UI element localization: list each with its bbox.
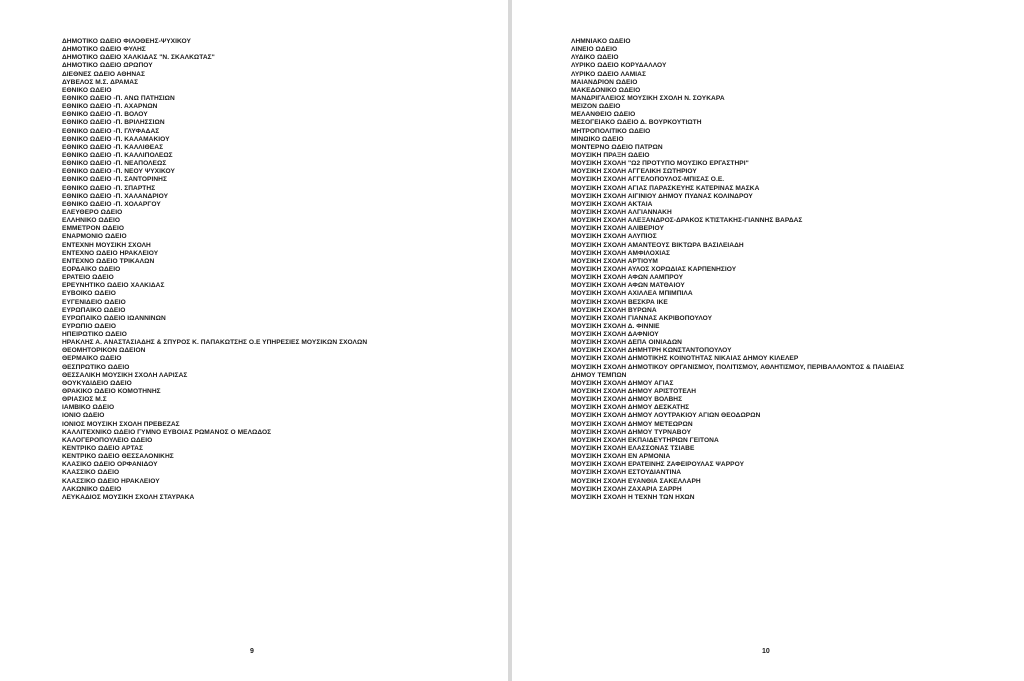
list-item: ΕΥΡΩΠΑΪΚΟ ΩΔΕΙΟ [62,306,126,314]
list-item: ΜΟΥΣΙΚΗ ΣΧΟΛΗ ΑΓΓΕΛΙΚΗ ΣΩΤΗΡΙΟΥ [571,168,697,176]
list-item: ΘΡΙΑΣΙΟΣ Μ.Σ [62,396,107,404]
list-item: ΛΑΚΩΝΙΚΟ ΩΔΕΙΟ [62,485,122,493]
list-item: ΜΕΣΟΓΕΙΑΚΟ ΩΔΕΙΟ Δ. ΒΟΥΡΚΟΥΤΙΩΤΗ [571,119,702,127]
list-item: ΕΘΝΙΚΟ ΩΔΕΙΟ -Π. ΧΟΛΑΡΓΟΥ [62,200,161,208]
list-item: ΜΟΥΣΙΚΗ ΣΧΟΛΗ ΒΥΡΩΝΑ [571,306,657,314]
list-item: ΚΕΝΤΡΙΚΟ ΩΔΕΙΟ ΑΡΤΑΣ [62,445,143,453]
list-item: ΛΥΡΙΚΟ ΩΔΕΙΟ ΛΑΜΙΑΣ [571,70,646,78]
page-left [0,0,508,681]
entry-list [62,38,502,502]
list-item: ΕΘΝΙΚΟ ΩΔΕΙΟ -Π. ΚΑΛΛΙΘΕΑΣ [62,143,164,151]
list-item: ΕΘΝΙΚΟ ΩΔΕΙΟ [62,86,112,94]
list-item: ΜΑΝΔΡΙΓΑΛΕΙΟΣ ΜΟΥΣΙΚΗ ΣΧΟΛΗ Ν. ΣΟΥΚΑΡΑ [571,94,725,102]
list-item: ΕΘΝΙΚΟ ΩΔΕΙΟ -Π. ΝΕΑΠΟΛΕΩΣ [62,160,167,168]
list-item: ΕΛΕΥΘΕΡΟ ΩΔΕΙΟ [62,208,123,216]
list-item: ΜΟΥΣΙΚΗ ΣΧΟΛΗ ΑΥΛΟΣ ΧΟΡΩΔΙΑΣ ΚΑΡΠΕΝΗΣΙΟΥ [571,265,737,273]
list-item: ΛΗΜΝΙΑΚΟ ΩΔΕΙΟ [571,38,631,45]
list-item: ΜΟΥΣΙΚΗ ΣΧΟΛΗ ΕΥΑΝΘΙΑ ΣΑΚΕΛΛΑΡΗ [571,477,701,485]
list-item: ΕΘΝΙΚΟ ΩΔΕΙΟ -Π. ΑΧΑΡΝΩΝ [62,103,158,111]
list-item: ΜΕΙΖΟΝ ΩΔΕΙΟ [571,103,621,111]
list-item: ΘΕΟΜΗΤΟΡΙΚΟΝ ΩΔΕΙΟΝ [62,347,146,355]
list-item: ΜΟΥΣΙΚΗ ΣΧΟΛΗ ΔΗΜΟΥ ΜΕΤΕΩΡΩΝ [571,420,693,428]
list-item: ΕΡΑΤΕΙΟ ΩΔΕΙΟ [62,274,114,282]
list-item: ΘΕΡΜΑΪΚΟ ΩΔΕΙΟ [62,355,122,363]
page-number: 10 [762,648,770,655]
list-item: ΜΟΥΣΙΚΗ ΣΧΟΛΗ ΔΗΜΟΥ ΑΡΙΣΤΟΤΕΛΗ [571,388,697,396]
list-item: ΜΟΥΣΙΚΗ ΣΧΟΛΗ ΑΓΙΑΣ ΠΑΡΑΣΚΕΥΗΣ ΚΑΤΕΡΙΝΑΣ ΜΑΣΚΑ [571,184,760,192]
list-item: ΜΟΥΣΙΚΗ ΣΧΟΛΗ ΔΗΜΟΥ ΑΓΙΑΣ [571,379,674,387]
list-item: ΜΟΥΣΙΚΗ ΣΧΟΛΗ ΑΚΤΑΙΑ [571,200,653,208]
list-item: ΙΑΜΒΙΚΟ ΩΔΕΙΟ [62,404,115,412]
page-right [512,0,1024,681]
list-item: ΛΥΡΙΚΟ ΩΔΕΙΟ ΚΟΡΥΔΑΛΛΟΥ [571,62,667,70]
list-item: ΘΟΥΚΥΔΙΔΕΙΟ ΩΔΕΙΟ [62,379,132,387]
list-item: ΚΕΝΤΡΙΚΟ ΩΔΕΙΟ ΘΕΣΣΑΛΟΝΙΚΗΣ [62,453,174,461]
list-item: ΜΟΥΣΙΚΗ ΣΧΟΛΗ ΔΗΜΟΤΙΚΗΣ ΚΟΙΝΟΤΗΤΑΣ ΝΙΚΑΙΑΣ ΔΗΜΟΥ ΚΙΛΕΛΕΡ [571,355,799,363]
list-item: ΜΕΛΑΝΘΕΙΟ ΩΔΕΙΟ [571,111,636,119]
list-item: ΔΗΜΟΤΙΚΟ ΩΔΕΙΟ ΩΡΩΠΟΥ [62,62,153,70]
list-item: ΜΟΥΣΙΚΗ ΣΧΟΛΗ ΑΛΥΠΙΟΣ [571,233,657,241]
list-item: ΜΟΥΣΙΚΗ ΣΧΟΛΗ ΑΧΙΛΛΕΑ ΜΠΙΜΠΙΛΑ [571,290,693,298]
list-item: ΔΗΜΟΤΙΚΟ ΩΔΕΙΟ ΦΥΛΗΣ [62,46,146,54]
list-item: ΕΥΡΩΠΑΪΚΟ ΩΔΕΙΟ ΙΩΑΝΝΙΝΩΝ [62,314,166,322]
list-item: ΕΘΝΙΚΟ ΩΔΕΙΟ -Π. ΣΑΝΤΟΡΙΝΗΣ [62,176,167,184]
list-item: ΗΡΑΚΛΗΣ Α. ΑΝΑΣΤΑΣΙΑΔΗΣ & ΣΠΥΡΟΣ Κ. ΠΑΠΑΚΩΤΣΗΣ Ο.Ε ΥΠΗΡΕΣΙΕΣ ΜΟΥΣΙΚΩΝ ΣΧΟΛΩΝ [62,339,368,347]
list-item: ΜΟΥΣΙΚΗ ΣΧΟΛΗ Δ. ΦΙΝΝΙΕ [571,322,660,330]
list-item: ΜΟΥΣΙΚΗ ΣΧΟΛΗ ΒΕΣΚΡΑ ΙΚΕ [571,298,668,306]
list-item: ΕΜΜΕΤΡΟΝ ΩΔΕΙΟ [62,225,125,233]
list-item: ΜΟΥΣΙΚΗ ΣΧΟΛΗ ΕΝ ΑΡΜΟΝΙΑ [571,453,671,461]
list-item: ΜΟΥΣΙΚΗ ΣΧΟΛΗ ΑΙΓΙΝΙΟΥ ΔΗΜΟΥ ΠΥΔΝΑΣ ΚΟΛΙΝΔΡΟΥ [571,192,753,200]
list-item: ΜΟΥΣΙΚΗ ΣΧΟΛΗ ΑΦΩΝ ΜΑΤΘΑΙΟΥ [571,282,685,290]
list-item: ΜΟΥΣΙΚΗ ΣΧΟΛΗ ΑΛΕΞΑΝΔΡΟΣ-ΔΡΑΚΟΣ ΚΤΙΣΤΑΚΗΣ-ΓΙΑΝΝΗΣ ΒΑΡΔΑΣ [571,217,803,225]
page-number: 9 [250,648,254,655]
list-item: ΜΟΥΣΙΚΗ ΣΧΟΛΗ ΔΗΜΟΥ ΛΟΥΤΡΑΚΙΟΥ ΑΓΙΩΝ ΘΕΟΔΩΡΩΝ [571,412,761,420]
list-item: ΕΥΡΩΠΙΟ ΩΔΕΙΟ [62,322,117,330]
list-item: ΛΕΥΚΑΔΙΟΣ ΜΟΥΣΙΚΗ ΣΧΟΛΗ ΣΤΑΥΡΑΚΑ [62,493,195,501]
list-item: ΜΟΥΣΙΚΗ ΣΧΟΛΗ ΕΚΠΑΙΔΕΥΤΗΡΙΩΝ ΓΕΙΤΟΝΑ [571,436,719,444]
list-item: ΚΑΛΟΓΕΡΟΠΟΥΛΕΙΟ ΩΔΕΙΟ [62,436,153,444]
list-item: ΛΥΔΙΚΟ ΩΔΕΙΟ [571,54,619,62]
list-item: ΚΛΑΣΣΙΚΟ ΩΔΕΙΟ [62,469,120,477]
list-item: ΜΟΥΣΙΚΗ ΣΧΟΛΗ "Ω2 ΠΡΟΤΥΠΟ ΜΟΥΣΙΚΟ ΕΡΓΑΣΤΗΡΙ" [571,160,749,168]
list-item: ΕΘΝΙΚΟ ΩΔΕΙΟ -Π. ΚΑΛΛΙΠΟΛΕΩΣ [62,151,173,159]
list-item: ΜΟΥΣΙΚΗ ΣΧΟΛΗ ΔΗΜΟΥ ΒΟΛΒΗΣ [571,396,683,404]
list-item: ΔΙΕΘΝΕΣ ΩΔΕΙΟ ΑΘΗΝΑΣ [62,70,145,78]
list-item: ΜΟΥΣΙΚΗ ΣΧΟΛΗ ΑΛΓΙΑΝΝΑΚΗ [571,208,672,216]
list-item: ΜΟΥΣΙΚΗ ΣΧΟΛΗ ΑΜΑΝΤΕΟΥΣ ΒΙΚΤΩΡΑ ΒΑΣΙΛΕΙΑΔΗ [571,241,744,249]
list-item: ΜΟΥΣΙΚΗ ΣΧΟΛΗ ΕΡΑΤΕΙΝΗΣ ΖΑΦΕΙΡΟΥΛΑΣ ΨΑΡΡΟΥ [571,461,745,469]
list-item: ΜΟΥΣΙΚΗ ΣΧΟΛΗ ΓΙΑΝΝΑΣ ΑΚΡΙΒΟΠΟΥΛΟΥ [571,314,713,322]
list-item: ΕΝΑΡΜΟΝΙΟ ΩΔΕΙΟ [62,233,127,241]
list-item: ΜΟΥΣΙΚΗ ΣΧΟΛΗ ΕΛΑΣΣΟΝΑΣ ΤΣΙΑΒΕ [571,445,695,453]
list-item: ΜΟΥΣΙΚΗ ΣΧΟΛΗ ΔΕΠΑ ΟΙΝΙΑΔΩΝ [571,339,682,347]
list-item: ΜΟΥΣΙΚΗ ΠΡΑΞΗ ΩΔΕΙΟ [571,151,650,159]
list-item: ΔΗΜΟΥ ΤΕΜΠΩΝ [571,371,627,379]
list-item: ΕΘΝΙΚΟ ΩΔΕΙΟ -Π. ΒΟΛΟΥ [62,111,148,119]
list-item: ΜΗΤΡΟΠΟΛΙΤΙΚΟ ΩΔΕΙΟ [571,127,651,135]
list-item: ΙΟΝΙΟ ΩΔΕΙΟ [62,412,105,420]
list-item: ΔΗΜΟΤΙΚΟ ΩΔΕΙΟ ΦΙΛΟΘΕΗΣ-ΨΥΧΙΚΟΥ [62,38,191,45]
list-item: ΜΟΥΣΙΚΗ ΣΧΟΛΗ ΖΑΧΑΡΙΑ ΣΑΡΡΗ [571,485,682,493]
list-item: ΕΥΓΕΝΙΔΕΙΟ ΩΔΕΙΟ [62,298,126,306]
list-item: ΜΟΥΣΙΚΗ ΣΧΟΛΗ Η ΤΕΧΝΗ ΤΩΝ ΗΧΩΝ [571,493,695,501]
list-item: ΚΛΑΣΣΙΚΟ ΩΔΕΙΟ ΗΡΑΚΛΕΙΟΥ [62,477,160,485]
list-item: ΚΛΑΣΙΚΟ ΩΔΕΙΟ ΟΡΦΑΝΙΔΟΥ [62,461,158,469]
list-item: ΜΟΥΣΙΚΗ ΣΧΟΛΗ ΔΗΜΗΤΡΗ ΚΩΝΣΤΑΝΤΟΠΟΥΛΟΥ [571,347,732,355]
list-item: ΕΛΛΗΝΙΚΟ ΩΔΕΙΟ [62,217,121,225]
list-item: ΜΟΥΣΙΚΗ ΣΧΟΛΗ ΑΡΤΙΟΥΜ [571,257,658,265]
list-item: ΚΑΛΛΙΤΕΧΝΙΚΟ ΩΔΕΙΟ ΓΥΜΝΟ ΕΥΒΟΙΑΣ ΡΩΜΑΝΟΣ Ο ΜΕΛΩΔΟΣ [62,428,272,436]
list-item: ΕΝΤΕΧΝΟ ΩΔΕΙΟ ΗΡΑΚΛΕΙΟΥ [62,249,159,257]
list-item: ΕΝΤΕΧΝΟ ΩΔΕΙΟ ΤΡΙΚΑΛΩΝ [62,257,155,265]
list-item: ΜΟΥΣΙΚΗ ΣΧΟΛΗ ΔΑΦΝΙΟΥ [571,331,659,339]
list-item: ΕΘΝΙΚΟ ΩΔΕΙΟ -Π. ΓΛΥΦΑΔΑΣ [62,127,160,135]
list-item: ΕΘΝΙΚΟ ΩΔΕΙΟ -Π. ΧΑΛΑΝΔΡΙΟΥ [62,192,169,200]
list-item: ΜΟΥΣΙΚΗ ΣΧΟΛΗ ΔΗΜΟΤΙΚΟΥ ΟΡΓΑΝΙΣΜΟΥ, ΠΟΛΙΤΙΣΜΟΥ, ΑΘΛΗΤΙΣΜΟΥ, ΠΕΡΙΒΑΛΛΟΝΤΟΣ & ΠΑΙΔΕΙΑΣ [571,363,905,371]
list-item: ΕΘΝΙΚΟ ΩΔΕΙΟ -Π. ΚΑΛΑΜΑΚΙΟΥ [62,135,170,143]
list-item: ΜΟΥΣΙΚΗ ΣΧΟΛΗ ΔΗΜΟΥ ΔΕΣΚΑΤΗΣ [571,404,690,412]
entry-list [571,38,1021,502]
list-item: ΕΘΝΙΚΟ ΩΔΕΙΟ -Π. ΣΠΑΡΤΗΣ [62,184,156,192]
list-item: ΜΟΥΣΙΚΗ ΣΧΟΛΗ ΑΦΩΝ ΛΑΜΠΡΟΥ [571,274,684,282]
list-item: ΙΟΝΙΟΣ ΜΟΥΣΙΚΗ ΣΧΟΛΗ ΠΡΕΒΕΖΑΣ [62,420,180,428]
list-item: ΜΙΝΩΪΚΟ ΩΔΕΙΟ [571,135,624,143]
list-item: ΘΡΑΚΙΚΟ ΩΔΕΙΟ ΚΟΜΟΤΗΝΗΣ [62,388,161,396]
list-item: ΜΟΝΤΕΡΝΟ ΩΔΕΙΟ ΠΑΤΡΩΝ [571,143,663,151]
list-item: ΜΟΥΣΙΚΗ ΣΧΟΛΗ ΔΗΜΟΥ ΤΥΡΝΑΒΟΥ [571,428,692,436]
list-item: ΕΟΡΔΑΪΚΟ ΩΔΕΙΟ [62,265,121,273]
list-item: ΕΡΕΥΝΗΤΙΚΟ ΩΔΕΙΟ ΧΑΛΚΙΔΑΣ [62,282,165,290]
list-item: ΛΙΝΕΙΟ ΩΔΕΙΟ [571,46,618,54]
list-item: ΜΟΥΣΙΚΗ ΣΧΟΛΗ ΑΜΦΙΛΟΧΙΑΣ [571,249,671,257]
list-item: ΘΕΣΠΡΩΤΙΚΟ ΩΔΕΙΟ [62,363,130,371]
list-item: ΜΟΥΣΙΚΗ ΣΧΟΛΗ ΑΓΓΕΛΟΠΟΥΛΟΣ-ΜΠΙΣΑΣ Ο.Ε. [571,176,725,184]
list-item: ΜΟΥΣΙΚΗ ΣΧΟΛΗ ΑΛΙΒΕΡΙΟΥ [571,225,664,233]
list-item: ΔΗΜΟΤΙΚΟ ΩΔΕΙΟ ΧΑΛΚΙΔΑΣ "Ν. ΣΚΑΛΚΩΤΑΣ" [62,54,215,62]
list-item: ΔΥΒΕΛΟΣ Μ.Σ. ΔΡΑΜΑΣ [62,78,139,86]
list-item: ΕΥΒΟΪΚΟ ΩΔΕΙΟ [62,290,116,298]
list-item: ΘΕΣΣΑΛΙΚΗ ΜΟΥΣΙΚΗ ΣΧΟΛΗ ΛΑΡΙΣΑΣ [62,371,188,379]
list-item: ΕΝΤΕΧΝΗ ΜΟΥΣΙΚΗ ΣΧΟΛΗ [62,241,151,249]
list-item: ΜΑΚΕΔΟΝΙΚΟ ΩΔΕΙΟ [571,86,641,94]
list-item: ΕΘΝΙΚΟ ΩΔΕΙΟ -Π. ΑΝΩ ΠΑΤΗΣΙΩΝ [62,94,175,102]
list-item: ΜΟΥΣΙΚΗ ΣΧΟΛΗ ΕΣΤΟΥΔΙΑΝΤΙΝΑ [571,469,682,477]
list-item: ΗΠΕΙΡΩΤΙΚΟ ΩΔΕΙΟ [62,331,127,339]
list-item: ΕΘΝΙΚΟ ΩΔΕΙΟ -Π. ΝΕΟΥ ΨΥΧΙΚΟΥ [62,168,175,176]
list-item: ΕΘΝΙΚΟ ΩΔΕΙΟ -Π. ΒΡΙΛΗΣΣΙΩΝ [62,119,165,127]
list-item: ΜΑΙΑΝΔΡΙΟΝ ΩΔΕΙΟ [571,78,638,86]
